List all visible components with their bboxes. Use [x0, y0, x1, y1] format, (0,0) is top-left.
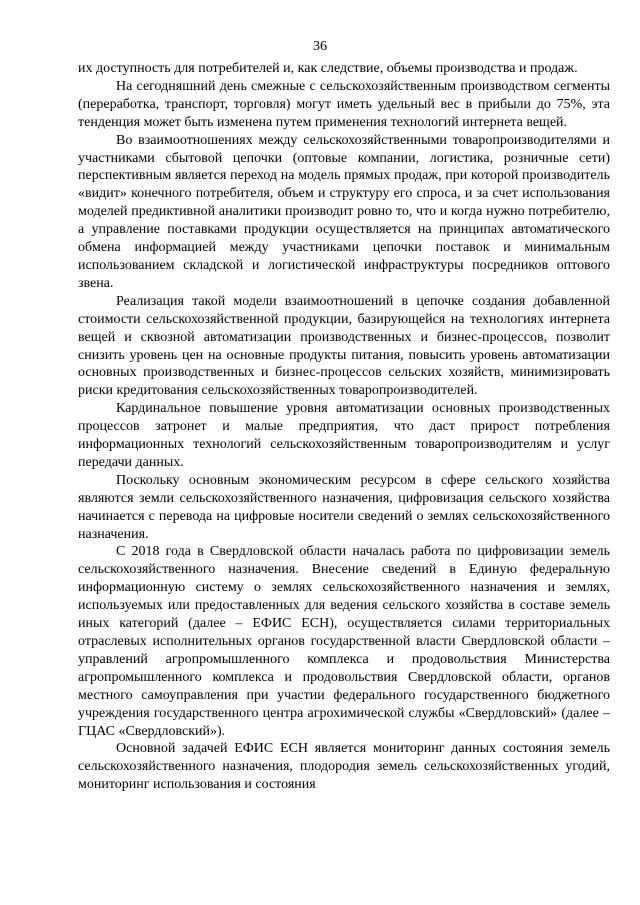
paragraph: Во взаимоотношениях между сельскохозяйственными товаропроизводителями и участниками сбытовой цепочки (оптовые компании, логистика, розничные сети) перспективным является переход на модель прямых продаж, при которой производитель «видит» конечного потребителя, объем и структуру его спроса, и за счет использования моделей предиктивной аналитики производит ровно то, что и когда нужно потребителю, а управление поставками продукции осуществляется на принципах автоматического обмена информацией между участниками цепочки поставок и минимальным использованием складской и логистической инфраструктуры посредников оптового звена. — [78, 132, 610, 291]
paragraph: С 2018 года в Свердловской области началась работа по цифровизации земель сельскохозяйственного назначения. Внесение сведений в Единую федеральную информационную систему о землях сельскохозяйственного назначения и землях, используемых или предоставленных для ведения сельского хозяйства в составе земель иных категорий (далее – ЕФИС ЕСН), осуществляется силами территориальных отраслевых исполнительных органов государственной власти Свердловской области – управлений агропромышленного комплекса и продовольствия Министерства агропромышленного комплекса и продовольствия Свердловской области, органов местного самоуправления при участии федерального государственного бюджетного учреждения государственного центра агрохимической службы «Свердловский» (далее – ГЦАС «Свердловский»). — [78, 544, 610, 739]
paragraph: На сегодняшний день смежные с сельскохозяйственным производством сегменты (переработка, транспорт, торговля) могут иметь удельный вес в прибыли до 75%, эта тенденция может быть изменена путем применения технологий интернета вещей. — [78, 78, 610, 130]
paragraph-continuation: их доступность для потребителей и, как следствие, объемы производства и продаж. — [78, 61, 578, 76]
paragraph: Основной задачей ЕФИС ЕСН является мониторинг данных состояния земель сельскохозяйственного назначения, плодородия земель сельскохозяйственных угодий, мониторинг использования и состояния — [78, 741, 610, 793]
paragraph: Поскольку основным экономическим ресурсом в сфере сельского хозяйства являются земли сельскохозяйственного назначения, цифровизация сельского хозяйства начинается с перевода на цифровые носители сведений о землях сельскохозяйственного назначения. — [78, 472, 610, 542]
page-number: 36 — [313, 39, 327, 54]
paragraph: Кардинальное повышение уровня автоматизации основных производственных процессов затронет и малые предприятия, что даст прирост потребления информационных технологий сельскохозяйственным товаропроизводителям и услуг передачи данных. — [78, 401, 610, 470]
paragraph: Реализация такой модели взаимоотношений в цепочке создания добавленной стоимости сельскохозяйственной продукции, базирующейся на технологиях интернета вещей и сквозной автоматизации производственных и бизнес-процессов, позволит снизить уровень цен на основные продукты питания, повысить уровень автоматизации основных производственных и бизнес-процессов сельских хозяйств, минимизировать риски кредитования сельскохозяйственных товаропроизводителей. — [78, 293, 610, 399]
document-body — [78, 60, 610, 794]
